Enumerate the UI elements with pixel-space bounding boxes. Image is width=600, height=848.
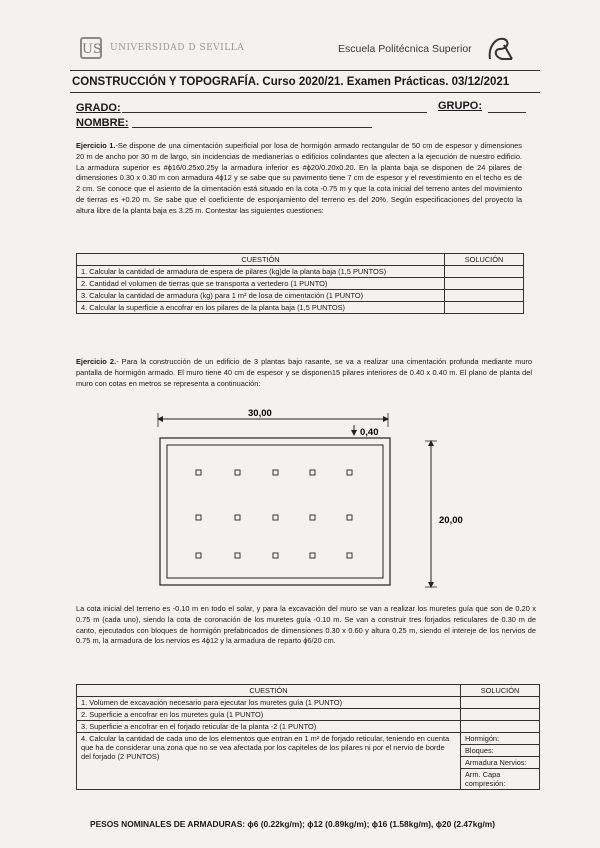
pillar [347,515,352,520]
nombre-field[interactable] [132,127,372,128]
solution-rib-rebar[interactable]: Armadura Nervios: [461,757,540,769]
school-logo-icon [484,33,516,65]
nombre-label: NOMBRE: [76,117,129,129]
exercise-2-statement [76,357,532,389]
solution-blocks[interactable]: Bloques: [461,745,540,757]
solution-cell[interactable] [461,721,540,733]
table-row [77,721,540,733]
exercise-1-table [76,253,524,314]
exercise-1-statement [76,141,522,217]
pillar [273,553,278,558]
solution-concrete[interactable]: Hormigón: [461,733,540,745]
exercise-2-conditions: La cota inicial del terreno es -0.10 m en todo el solar, y para la excavación del muro se van a realizar los muretes guía que son de 0.20 x 0.75 m (cada uno), siendo la cota de coronación de los muretes guía -0.10 m. Se van a construir tres forjados reticulares de 0.30 m de canto, ejecutados con bloques de hormigón prefabricados de dimensiones 0.30 x 0.60 y altura 0.25 m, siendo el intereje de los nervios de 0.75 m, la armadura de los nervios es 4ϕ12 y la armadura de reparto ϕ6/20 cm. [76,604,536,646]
exam-title: CONSTRUCCIÓN Y TOPOGRAFÍA. Curso 2020/21. Examen Prácticas. 03/12/2021 [72,76,510,88]
solution-cell[interactable] [461,697,540,709]
pillar [310,470,315,475]
question-cell: 1. Volumen de excavación necesario para ejecutar los muretes guía (1 PUNTO) [77,697,461,709]
exercise-2-table [76,684,540,790]
table-row [77,302,524,314]
table-row [77,266,524,278]
wall-thickness-label: 0,40 [360,427,379,438]
table-row [77,709,540,721]
table-row [77,290,524,302]
pillar [235,470,240,475]
width-dimension-label: 30,00 [248,408,272,419]
question-cell: 4. Calcular la cantidad de cada uno de los elementos que entran en 1 m² de forjado reticular, teniendo en cuenta que ha de considerar una zona que no se vea afectada por los capiteles de los pilares ni por el nervio de borde del forjado (2 PUNTOS) [77,733,461,790]
solution-header: SOLUCIÓN [461,685,540,697]
solution-cell[interactable] [445,278,524,290]
pillar [310,553,315,558]
pillar [196,553,201,558]
height-dimension-label: 20,00 [439,515,463,526]
exercise-2-text: - Para la construcción de un edificio de 3 plantas bajo rasante, se va a realizar una cimentación profunda mediante muro pantalla de hormigón armado. El muro tiene 40 cm de espesor y se disponen15 pilares interiores de 0.40 x 0.40 m. El plano de planta del muro con cotas en metros se representa a continuación: [76,357,533,388]
pillar [235,553,240,558]
wall-plan-drawing [150,405,470,593]
pillar [347,553,352,558]
question-header: CUESTIÓN [77,685,461,697]
solution-cell[interactable] [445,266,524,278]
question-cell: 2. Cantidad el volumen de tierras que se transporta a vertedero (1 PUNTO) [77,278,445,290]
university-name: UNIVERSIDAD D SEVILLA [110,43,245,53]
question-header: CUESTIÓN [77,254,445,266]
pillar [273,515,278,520]
pillar [347,470,352,475]
header [80,35,530,67]
grupo-label: GRUPO: [438,100,482,112]
pillar-grid [196,470,352,558]
question-cell: 1. Calcular la cantidad de armadura de espera de pilares (kg)de la planta baja (1,5 PUNTOS) [77,266,445,278]
pillar [196,515,201,520]
question-cell: 3. Superficie a encofrar en el forjado reticular de la planta -2 (1 PUNTO) [77,721,461,733]
solution-header: SOLUCIÓN [445,254,524,266]
pillar [273,470,278,475]
solution-cell[interactable] [445,290,524,302]
question-cell: 2. Superficie a encofrar en los muretes guía (1 PUNTO) [77,709,461,721]
table-row [77,733,540,745]
exercise-1-text: -Se dispone de una cimentación superficial por losa de hormigón armado rectangular de 50 cm de espesor y dimensiones 20 m de ancho por 30 m de largo, sin incidencias de medianerías o edificios colindantes que afecten a la ejecución de nuestro edificio. La armadura superior es #ϕ16/0.25x0.25y la armadura inferior es #ϕ20/0.20x0.20. En la planta baja se disponen de 24 pilares de dimensiones 0.30 x 0.30 m con armadura 4ϕ12 y se sabe que su pavimento tiene 7 cm de espesor y el revestimiento en el techo es de 2 cm. Se conoce que el asiento de la cimentación está situado en la cota -0.75 m y que la cota inicial del terreno antes del movimiento de tierras es +0.20 m. Se sabe que el coeficiente de esponjamiento del terreno es del 20%. Según especificaciones del proyecto la altura libre de la planta baja es 3.25 m. Contestar las siguientes cuestiones: [76,141,522,215]
solution-compression-layer[interactable]: Arm. Capa compresión: [461,769,540,790]
question-cell: 3. Calcular la cantidad de armadura (kg) para 1 m² de losa de cimentación (1 PUNTO) [77,290,445,302]
grado-label: GRADO: [76,102,121,114]
university-logo: US [80,37,102,59]
grado-field[interactable] [122,112,427,113]
pillar [235,515,240,520]
exercise-1-label: Ejercicio 1. [76,141,116,150]
rebar-weights-footer: PESOS NOMINALES DE ARMADURAS: ϕ6 (0.22kg/m); ϕ12 (0.89kg/m); ϕ16 (1.58kg/m), ϕ20 (2.47kg/m) [90,819,496,829]
solution-cell[interactable] [461,709,540,721]
table-row [77,697,540,709]
wall-outer-outline [160,438,390,585]
exercise-2-label: Ejercicio 2. [76,357,117,366]
grupo-field[interactable] [488,112,526,113]
school-name: Escuela Politécnica Superior [338,43,472,55]
pillar [196,470,201,475]
solution-cell[interactable] [445,302,524,314]
question-cell: 4. Calcular la superficie a encofrar en los pilares de la planta baja (1,5 PUNTOS) [77,302,445,314]
title-rule-bottom [70,92,540,93]
pillar [310,515,315,520]
table-row [77,278,524,290]
title-rule-top [70,70,540,71]
